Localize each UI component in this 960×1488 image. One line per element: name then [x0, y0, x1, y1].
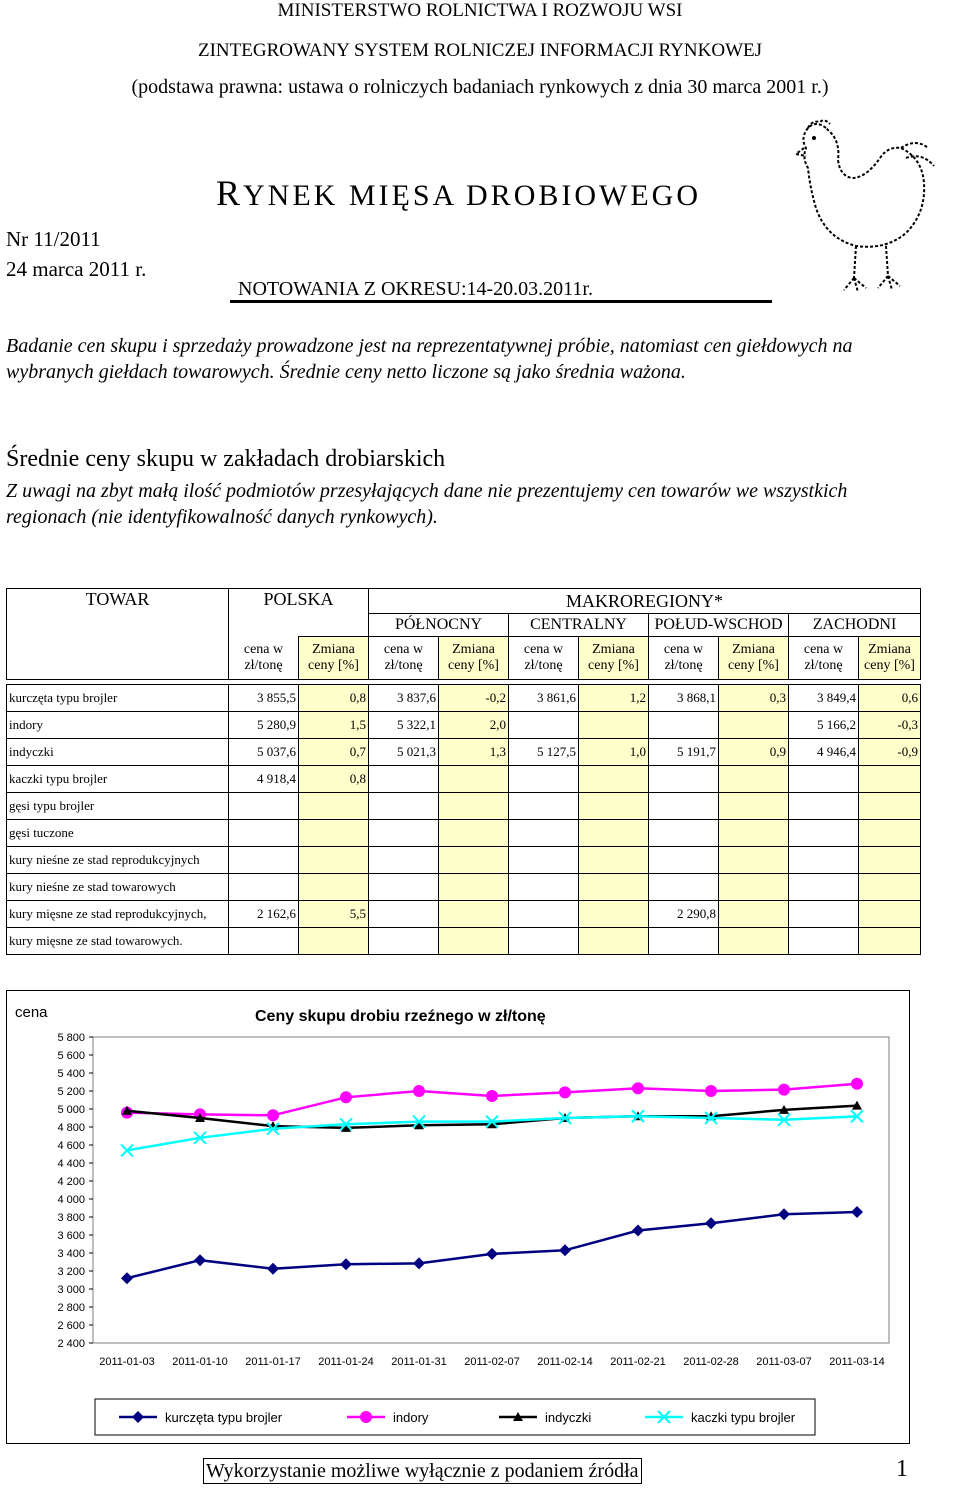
- data-point: [340, 1258, 352, 1270]
- change-cell: [299, 820, 369, 847]
- x-tick-label: 2011-01-31: [391, 1356, 447, 1368]
- change-cell: [579, 874, 649, 901]
- x-tick-label: 2011-01-17: [245, 1356, 301, 1368]
- price-cell: [369, 820, 439, 847]
- y-tick-label: 5 400: [57, 1068, 85, 1080]
- price-cell: [649, 712, 719, 739]
- price-cell: [229, 793, 299, 820]
- change-cell: [719, 766, 789, 793]
- price-cell: [369, 928, 439, 955]
- price-cell: [509, 847, 579, 874]
- y-tick-label: 3 000: [57, 1284, 85, 1296]
- sub-header: cena w zł/tonę: [369, 637, 439, 680]
- page-number: 1: [896, 1456, 908, 1482]
- sub-header: Zmiana ceny [%]: [719, 637, 789, 680]
- y-tick-label: 3 400: [57, 1248, 85, 1260]
- chart-title: Ceny skupu drobiu rzeźnego w zł/tonę: [255, 1008, 546, 1025]
- price-cell: [649, 766, 719, 793]
- x-tick-label: 2011-03-14: [829, 1356, 885, 1368]
- data-point: [559, 1086, 571, 1098]
- region-central: CENTRALNY: [509, 614, 649, 637]
- row-label: gęsi tuczone: [7, 820, 229, 847]
- hen-logo: [796, 118, 936, 298]
- table-row: [7, 739, 921, 766]
- data-point: [851, 1078, 863, 1090]
- change-cell: 1,3: [439, 739, 509, 766]
- data-point: [705, 1217, 717, 1229]
- price-cell: [649, 847, 719, 874]
- y-tick-label: 4 800: [57, 1122, 85, 1134]
- issue-info: [6, 224, 146, 284]
- data-point: [267, 1109, 279, 1121]
- y-tick-label: 5 200: [57, 1086, 85, 1098]
- price-cell: [509, 712, 579, 739]
- source-note: Wykorzystanie możliwe wyłącznie z podaniem źródła: [203, 1458, 642, 1484]
- table-row: [7, 874, 921, 901]
- period-underline: [230, 300, 772, 303]
- change-cell: [439, 928, 509, 955]
- y-tick-label: 4 200: [57, 1176, 85, 1188]
- change-cell: [859, 766, 921, 793]
- sub-header: Zmiana ceny [%]: [299, 637, 369, 680]
- data-point: [360, 1411, 372, 1423]
- x-tick-label: 2011-02-21: [610, 1356, 666, 1368]
- x-tick-label: 2011-01-03: [99, 1356, 155, 1368]
- row-label: kurczęta typu brojler: [7, 685, 229, 712]
- y-tick-label: 3 600: [57, 1230, 85, 1242]
- table-row: [7, 793, 921, 820]
- y-tick-label: 2 800: [57, 1302, 85, 1314]
- table-row: [7, 712, 921, 739]
- change-cell: [579, 928, 649, 955]
- sub-header: Zmiana ceny [%]: [579, 637, 649, 680]
- x-tick-label: 2011-03-07: [756, 1356, 812, 1368]
- price-cell: 5 037,6: [229, 739, 299, 766]
- page-title: [216, 172, 701, 214]
- change-cell: [579, 847, 649, 874]
- sub-header: Zmiana ceny [%]: [439, 637, 509, 680]
- price-table: [6, 588, 921, 955]
- table-row: [7, 820, 921, 847]
- change-cell: [439, 901, 509, 928]
- change-cell: [719, 793, 789, 820]
- row-label: indory: [7, 712, 229, 739]
- intro-text: Badanie cen skupu i sprzedaży prowadzone jest na reprezentatywnej próbie, natomiast cen giełdowych na wybranych giełdach towarowych. Średnie ceny netto liczone są jako średnia ważona.: [6, 335, 853, 383]
- header-towar: TOWAR: [7, 589, 229, 680]
- table-row: [7, 685, 921, 712]
- y-tick-label: 3 200: [57, 1266, 85, 1278]
- price-cell: [789, 820, 859, 847]
- change-cell: 0,7: [299, 739, 369, 766]
- data-point: [132, 1411, 144, 1423]
- change-cell: [859, 793, 921, 820]
- change-cell: [579, 820, 649, 847]
- sub-header: Zmiana ceny [%]: [859, 637, 921, 680]
- change-cell: [859, 901, 921, 928]
- change-cell: [579, 712, 649, 739]
- price-cell: [789, 766, 859, 793]
- data-point: [632, 1082, 644, 1094]
- change-cell: [439, 874, 509, 901]
- data-point: [267, 1263, 279, 1275]
- change-cell: [719, 712, 789, 739]
- price-cell: 3 868,1: [649, 685, 719, 712]
- data-point: [778, 1084, 790, 1096]
- price-cell: [649, 928, 719, 955]
- y-tick-label: 4 600: [57, 1140, 85, 1152]
- price-cell: 5 021,3: [369, 739, 439, 766]
- change-cell: [719, 928, 789, 955]
- data-point: [778, 1208, 790, 1220]
- table-row: [7, 901, 921, 928]
- price-cell: 3 861,6: [509, 685, 579, 712]
- plot-area: [93, 1037, 889, 1343]
- legend-label: indyczki: [545, 1410, 592, 1425]
- change-cell: [719, 874, 789, 901]
- price-cell: [649, 874, 719, 901]
- change-cell: 0,8: [299, 766, 369, 793]
- change-cell: 0,6: [859, 685, 921, 712]
- price-cell: 3 837,6: [369, 685, 439, 712]
- price-cell: [509, 820, 579, 847]
- region-west: ZACHODNI: [789, 614, 921, 637]
- change-cell: 1,0: [579, 739, 649, 766]
- section-title: Średnie ceny skupu w zakładach drobiarskich: [6, 446, 446, 472]
- row-label: kury mięsne ze stad reprodukcyjnych,: [7, 901, 229, 928]
- row-label: indyczki: [7, 739, 229, 766]
- price-cell: 5 322,1: [369, 712, 439, 739]
- y-tick-label: 3 800: [57, 1212, 85, 1224]
- y-tick-label: 2 600: [57, 1320, 85, 1332]
- data-point: [340, 1091, 352, 1103]
- change-cell: [719, 901, 789, 928]
- change-cell: [439, 820, 509, 847]
- price-cell: 2 162,6: [229, 901, 299, 928]
- region-north: PÓŁNOCNY: [369, 614, 509, 637]
- change-cell: [719, 847, 789, 874]
- change-cell: 5,5: [299, 901, 369, 928]
- change-cell: -0,9: [859, 739, 921, 766]
- period-label: NOTOWANIA Z OKRESU:14-20.03.2011r.: [238, 278, 593, 300]
- change-cell: [859, 928, 921, 955]
- issue-date: 24 marca 2011 r.: [6, 257, 147, 281]
- data-point: [413, 1257, 425, 1269]
- price-cell: [509, 928, 579, 955]
- sub-header: cena w zł/tonę: [649, 637, 719, 680]
- change-cell: 1,2: [579, 685, 649, 712]
- price-cell: 2 290,8: [649, 901, 719, 928]
- change-cell: [439, 766, 509, 793]
- change-cell: [439, 793, 509, 820]
- price-cell: [369, 901, 439, 928]
- row-label: kaczki typu brojler: [7, 766, 229, 793]
- x-tick-label: 2011-02-28: [683, 1356, 739, 1368]
- change-cell: 2,0: [439, 712, 509, 739]
- price-cell: 3 849,4: [789, 685, 859, 712]
- price-cell: [789, 874, 859, 901]
- price-cell: 4 918,4: [229, 766, 299, 793]
- price-cell: [369, 874, 439, 901]
- change-cell: 1,5: [299, 712, 369, 739]
- region-southeast: POŁUD-WSCHOD: [649, 614, 789, 637]
- change-cell: [859, 874, 921, 901]
- price-cell: [789, 793, 859, 820]
- price-cell: [369, 793, 439, 820]
- row-label: kury mięsne ze stad towarowych.: [7, 928, 229, 955]
- x-tick-label: 2011-01-24: [318, 1356, 374, 1368]
- change-cell: [719, 820, 789, 847]
- change-cell: [579, 766, 649, 793]
- title-initial: R: [216, 173, 244, 213]
- table-row: [7, 847, 921, 874]
- change-cell: [859, 820, 921, 847]
- y-tick-label: 5 000: [57, 1104, 85, 1116]
- price-cell: [369, 847, 439, 874]
- data-point: [486, 1090, 498, 1102]
- change-cell: 0,8: [299, 685, 369, 712]
- data-point: [851, 1206, 863, 1218]
- data-point: [632, 1225, 644, 1237]
- data-point: [413, 1085, 425, 1097]
- change-cell: [859, 847, 921, 874]
- system-header: ZINTEGROWANY SYSTEM ROLNICZEJ INFORMACJI RYNKOWEJ: [197, 40, 763, 61]
- legend-label: kaczki typu brojler: [691, 1410, 796, 1425]
- ministry-header: MINISTERSTWO ROLNICTWA I ROZWOJU WSI: [277, 0, 683, 21]
- price-cell: [509, 901, 579, 928]
- chart-container: [6, 990, 910, 1444]
- y-tick-label: 5 600: [57, 1050, 85, 1062]
- issue-number: Nr 11/2011: [6, 227, 101, 251]
- price-cell: [789, 928, 859, 955]
- price-cell: [789, 901, 859, 928]
- line-chart: [7, 991, 909, 1443]
- price-cell: [229, 847, 299, 874]
- price-cell: 5 280,9: [229, 712, 299, 739]
- change-cell: 0,3: [719, 685, 789, 712]
- price-cell: 5 166,2: [789, 712, 859, 739]
- row-label: gęsi typu brojler: [7, 793, 229, 820]
- change-cell: [439, 847, 509, 874]
- x-tick-label: 2011-02-07: [464, 1356, 520, 1368]
- price-cell: 5 191,7: [649, 739, 719, 766]
- table-header-row-1: [7, 589, 921, 614]
- price-cell: [789, 847, 859, 874]
- sub-header: cena w zł/tonę: [789, 637, 859, 680]
- price-cell: 4 946,4: [789, 739, 859, 766]
- change-cell: [299, 793, 369, 820]
- price-cell: [229, 874, 299, 901]
- change-cell: [579, 793, 649, 820]
- y-axis-title: cena: [15, 1004, 48, 1021]
- legend-label: indory: [393, 1410, 429, 1425]
- y-tick-label: 2 400: [57, 1338, 85, 1350]
- header-polska: POLSKA: [229, 589, 369, 637]
- price-cell: [229, 820, 299, 847]
- price-cell: [649, 820, 719, 847]
- table-row: [7, 928, 921, 955]
- y-tick-label: 4 400: [57, 1158, 85, 1170]
- change-cell: -0,2: [439, 685, 509, 712]
- table-row: [7, 766, 921, 793]
- change-cell: -0,3: [859, 712, 921, 739]
- y-tick-label: 4 000: [57, 1194, 85, 1206]
- data-point: [194, 1254, 206, 1266]
- price-cell: [649, 793, 719, 820]
- price-cell: 3 855,5: [229, 685, 299, 712]
- change-cell: [299, 847, 369, 874]
- data-point: [705, 1085, 717, 1097]
- y-tick-label: 5 800: [57, 1032, 85, 1044]
- change-cell: [299, 874, 369, 901]
- data-point: [121, 1272, 133, 1284]
- price-cell: [509, 766, 579, 793]
- legal-basis: (podstawa prawna: ustawa o rolniczych badaniach rynkowych z dnia 30 marca 2001 r.): [131, 76, 829, 98]
- x-tick-label: 2011-02-14: [537, 1356, 593, 1368]
- header-makroregiony: MAKROREGIONY*: [369, 589, 921, 614]
- series-line: [127, 1212, 857, 1278]
- change-cell: [579, 901, 649, 928]
- sub-header: cena w zł/tonę: [509, 637, 579, 680]
- table-body: [7, 685, 921, 955]
- change-cell: [299, 928, 369, 955]
- data-point: [559, 1244, 571, 1256]
- price-cell: 5 127,5: [509, 739, 579, 766]
- price-cell: [369, 766, 439, 793]
- sub-header: cena w zł/tonę: [229, 637, 299, 680]
- x-tick-label: 2011-01-10: [172, 1356, 228, 1368]
- section-note: Z uwagi na zbyt małą ilość podmiotów przesyłających dane nie prezentujemy cen towarów we wszystkich regionach (nie identyfikowalność danych rynkowych).: [6, 480, 848, 528]
- legend-label: kurczęta typu brojler: [165, 1410, 283, 1425]
- change-cell: 0,9: [719, 739, 789, 766]
- price-cell: [509, 874, 579, 901]
- price-cell: [509, 793, 579, 820]
- row-label: kury nieśne ze stad reprodukcyjnych: [7, 847, 229, 874]
- title-rest: YNEK MIĘSA DROBIOWEGO: [243, 179, 701, 212]
- price-cell: [229, 928, 299, 955]
- data-point: [486, 1248, 498, 1260]
- row-label: kury nieśne ze stad towarowych: [7, 874, 229, 901]
